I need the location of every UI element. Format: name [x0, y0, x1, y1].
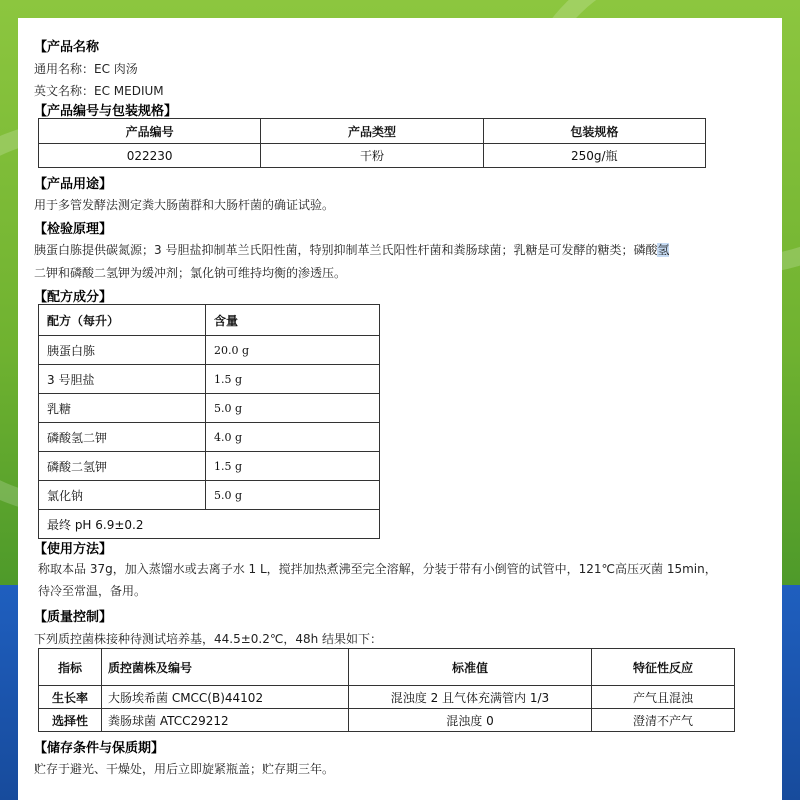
ingredient-name: 磷酸氢二钾	[39, 423, 206, 452]
formula-table	[38, 304, 380, 539]
ingredient-amount: 4.0 g	[206, 423, 380, 452]
section-title-principle: 【检验原理】	[34, 222, 113, 237]
storage-text: 贮存于避光、干燥处，用后立即旋紧瓶盖；贮存期三年。	[34, 762, 335, 776]
qc-strain: 大肠埃希菌 CMCC(B)44102	[102, 686, 349, 709]
section-title-name: 【产品名称	[34, 40, 100, 55]
ingredient-name: 3 号胆盐	[39, 365, 206, 394]
ingredient-name: 磷酸二氢钾	[39, 452, 206, 481]
principle-text-main: 胰蛋白胨提供碳氮源；3 号胆盐抑制革兰氏阳性菌，特别抑制革兰氏阳性杆菌和粪肠球菌；乳糖是可发酵的糖类；磷酸	[34, 243, 658, 257]
table-header-row	[39, 305, 380, 336]
qc-indicator: 选择性	[39, 709, 102, 732]
ingredient-amount: 20.0 g	[206, 336, 380, 365]
table-header-cell: 特征性反应	[592, 649, 735, 686]
selected-text[interactable]: 氢	[657, 243, 670, 257]
table-row	[39, 423, 380, 452]
ingredient-amount: 5.0 g	[206, 394, 380, 423]
table-cell: 250g/瓶	[483, 144, 705, 168]
qc-strain: 粪肠球菌 ATCC29212	[102, 709, 349, 732]
qc-table	[38, 648, 735, 732]
table-row	[39, 144, 706, 168]
section-title-formula: 【配方成分】	[34, 290, 113, 305]
table-cell: 干粉	[261, 144, 483, 168]
usage-text: 用于多管发酵法测定粪大肠菌群和大肠杆菌的确证试验。	[34, 198, 335, 212]
final-ph: 最终 pH 6.9±0.2	[39, 510, 380, 539]
qc-standard: 混浊度 0	[349, 709, 592, 732]
table-row	[39, 686, 735, 709]
principle-text	[34, 241, 669, 258]
section-title-qc: 【质量控制】	[34, 610, 113, 625]
table-header-row	[39, 649, 735, 686]
common-name: 通用名称：EC 肉汤	[34, 62, 138, 76]
qc-reaction: 澄清不产气	[592, 709, 735, 732]
ingredient-name: 氯化钠	[39, 481, 206, 510]
table-header-cell: 指标	[39, 649, 102, 686]
table-row	[39, 365, 380, 394]
ingredient-amount: 1.5 g	[206, 452, 380, 481]
english-name: 英文名称：EC MEDIUM	[34, 84, 164, 98]
table-header-row	[39, 119, 706, 144]
ingredient-amount: 5.0 g	[206, 481, 380, 510]
table-row	[39, 394, 380, 423]
qc-intro: 下列质控菌株接种待测试培养基，44.5±0.2℃，48h 结果如下：	[34, 632, 383, 646]
principle-text-cont: 二钾和磷酸二氢钾为缓冲剂；氯化钠可维持均衡的渗透压。	[34, 266, 347, 280]
table-header-cell: 包装规格	[483, 119, 705, 144]
qc-standard: 混浊度 2 且气体充满管内 1/3	[349, 686, 592, 709]
table-header-cell: 标准值	[349, 649, 592, 686]
qc-reaction: 产气且混浊	[592, 686, 735, 709]
table-row	[39, 481, 380, 510]
table-header-cell: 产品类型	[261, 119, 483, 144]
table-header-cell: 含量	[206, 305, 380, 336]
method-text: 称取本品 37g，加入蒸馏水或去离子水 1 L，搅拌加热煮沸至完全溶解，分装于带有小倒管的试管中，121℃高压灭菌 15min，待冷至常温，备用。	[38, 562, 717, 598]
ingredient-name: 乳糖	[39, 394, 206, 423]
ingredient-name: 胰蛋白胨	[39, 336, 206, 365]
table-row	[39, 336, 380, 365]
section-title-usage: 【产品用途】	[34, 177, 113, 192]
table-header-cell: 产品编号	[39, 119, 261, 144]
section-title-packaging: 【产品编号与包装规格】	[34, 104, 178, 119]
table-row	[39, 452, 380, 481]
qc-indicator: 生长率	[39, 686, 102, 709]
table-header-cell: 配方（每升）	[39, 305, 206, 336]
table-cell: 022230	[39, 144, 261, 168]
section-title-method: 【使用方法】	[34, 542, 113, 557]
table-header-cell: 质控菌株及编号	[102, 649, 349, 686]
packaging-table	[38, 118, 706, 168]
table-row	[39, 709, 735, 732]
ingredient-amount: 1.5 g	[206, 365, 380, 394]
section-title-storage: 【储存条件与保质期】	[34, 741, 165, 756]
table-row	[39, 510, 380, 539]
